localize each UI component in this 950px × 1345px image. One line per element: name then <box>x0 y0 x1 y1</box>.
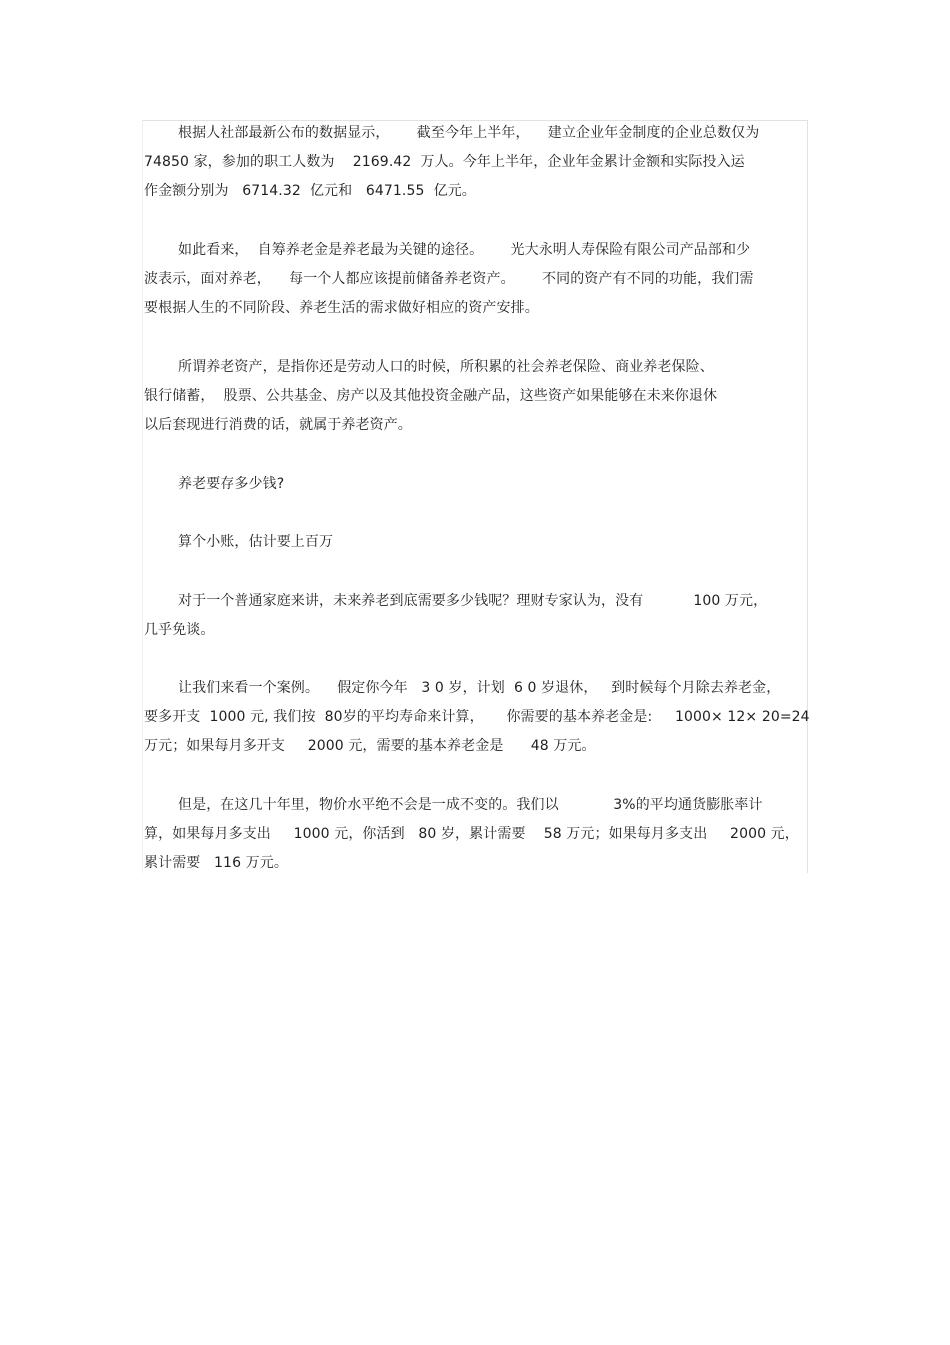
paragraph-2-line-2: 波表示，面对养老， 每一个人都应该提前储备养老资产。 不同的资产有不同的功能，我们需 <box>144 271 754 287</box>
paragraph-8-line-2: 算，如果每月多支出 1000 元，你活到 80 岁，累计需要 58 万元；如果每月多支出 2000 元， <box>144 826 799 842</box>
paragraph-3-line-1: 所谓养老资产，是指你还是劳动人口的时候，所积累的社会养老保险、商业养老保险、 <box>178 359 714 375</box>
paragraph-6-line-1: 对于一个普通家庭来讲，未来养老到底需要多少钱呢？理财专家认为，没有 100 万元， <box>178 593 768 609</box>
question-heading: 养老要存多少钱? <box>178 476 285 492</box>
paragraph-7-line-2: 要多开支 1000 元, 我们按 80岁的平均寿命来计算， 你需要的基本养老金是: 1000× 12× 20=24 <box>144 709 810 725</box>
section-heading: 算个小账，估计要上百万 <box>178 534 334 550</box>
paragraph-2-line-3: 要根据人生的不同阶段、养老生活的需求做好相应的资产安排。 <box>144 300 539 316</box>
paragraph-6-line-2: 几乎免谈。 <box>144 622 215 638</box>
paragraph-8-line-1: 但是，在这几十年里，物价水平绝不会是一成不变的。我们以 3%的平均通货膨胀率计 <box>178 797 763 813</box>
paragraph-1-line-2: 74850 家，参加的职工人数为 2169.42 万人。今年上半年，企业年金累计金额和实际投入运 <box>144 154 745 170</box>
paragraph-8-line-3: 累计需要 116 万元。 <box>144 855 288 871</box>
paragraph-7-line-3: 万元；如果每月多开支 2000 元，需要的基本养老金是 48 万元。 <box>144 738 596 754</box>
paragraph-3-line-2: 银行储蓄， 股票、公共基金、房产以及其他投资金融产品，这些资产如果能够在未来你退休 <box>144 388 718 404</box>
paragraph-1-line-1: 根据人社部最新公布的数据显示， 截至今年上半年， 建立企业年金制度的企业总数仅为 <box>178 125 760 141</box>
paragraph-3-line-3: 以后套现进行消费的话，就属于养老资产。 <box>144 417 412 433</box>
paragraph-1-line-3: 作金额分别为 6714.32 亿元和 6471.55 亿元。 <box>144 183 476 199</box>
paragraph-7-line-1: 让我们来看一个案例。 假定你今年 3 0 岁，计划 6 0 岁退休， 到时候每个月除去养老金， <box>178 680 781 696</box>
text-frame <box>142 120 808 873</box>
paragraph-2-line-1: 如此看来， 自筹养老金是养老最为关键的途径。 光大永明人寿保险有限公司产品部和少 <box>178 242 751 258</box>
